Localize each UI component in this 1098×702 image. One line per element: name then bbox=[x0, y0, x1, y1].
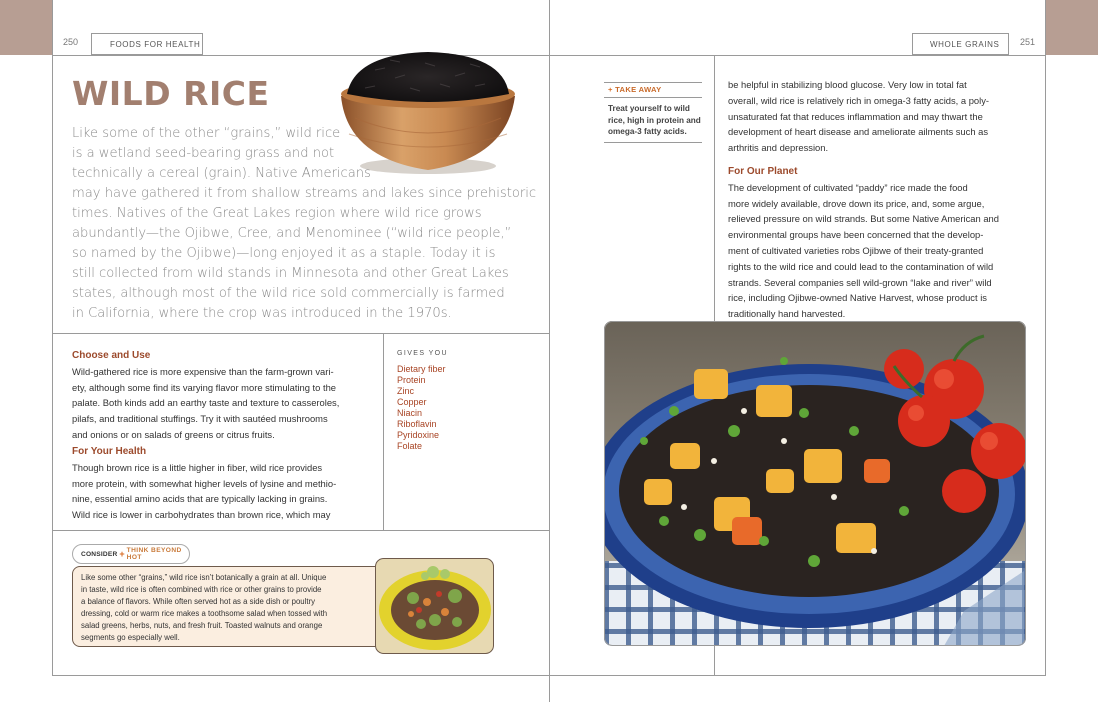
body-line: overall, wild rice is relatively rich in omega-3 fatty acids, a poly- bbox=[728, 94, 990, 106]
for-your-health-heading: For Your Health bbox=[72, 446, 147, 457]
plus-icon: + bbox=[608, 85, 613, 94]
body-line: The development of cultivated “paddy” rice made the food bbox=[728, 181, 968, 193]
consider-line: segments go especially well. bbox=[81, 633, 180, 642]
spine-rule bbox=[549, 0, 550, 702]
gives-you-sidebar bbox=[397, 348, 448, 452]
body-line: nine, essential amino acids that are typically lacking in grains. bbox=[72, 493, 328, 505]
nutrient-item: Zinc bbox=[397, 386, 415, 396]
body-line: Wild-gathered rice is more expensive than the farm-grown vari- bbox=[72, 365, 334, 377]
body-line: Though brown rice is a little higher in fiber, wild rice provides bbox=[72, 461, 323, 473]
body-line: development of heart disease and ameliorate ailments such as bbox=[728, 126, 989, 138]
takeaway-box bbox=[604, 82, 702, 143]
body-line: rights to the wild rice and could lead to the contamination of wild bbox=[728, 260, 994, 272]
nutrient-item: Folate bbox=[397, 441, 423, 451]
nutrient-item: Riboflavin bbox=[397, 419, 437, 429]
intro-divider bbox=[52, 333, 549, 334]
article-title: WILD RICE bbox=[72, 74, 270, 113]
body-line: unsaturated fat that reduces inflammation and may thwart the bbox=[728, 110, 983, 122]
body-line: and onions or on salads of greens or citrus fruits. bbox=[72, 428, 275, 440]
intro-line: still collected from wild stands in Minnesota and other Great Lakes bbox=[72, 266, 509, 281]
consider-tag bbox=[72, 544, 190, 564]
body-line: palate. Both kinds add an earthy taste and texture to casseroles, bbox=[72, 397, 340, 409]
left-footer-rule bbox=[52, 675, 549, 676]
running-head-right-text: WHOLE GRAINS bbox=[930, 39, 1000, 49]
right-page-margin-rule bbox=[1045, 0, 1046, 675]
right-column-text bbox=[728, 77, 1038, 322]
intro-line: so named by the Ojibwe)—long enjoyed it as a staple. Today it is bbox=[72, 246, 496, 261]
gives-you-label: GIVES YOU bbox=[397, 350, 448, 357]
intro-paragraph bbox=[72, 124, 537, 324]
takeaway-heading bbox=[604, 82, 702, 98]
nutrient-item: Pyridoxine bbox=[397, 430, 440, 440]
takeaway-line: omega-3 fatty acids. bbox=[608, 127, 687, 136]
page-number-right: 251 bbox=[1020, 37, 1036, 47]
takeaway-text bbox=[604, 98, 702, 143]
nutrient-item: Dietary fiber bbox=[397, 364, 446, 374]
right-footer-rule bbox=[549, 675, 1046, 676]
takeaway-heading-text: TAKE AWAY bbox=[615, 85, 662, 94]
running-head-right bbox=[912, 33, 1009, 55]
consider-line: in taste, wild rice is often combined with rice or other grains to provide bbox=[81, 585, 322, 594]
wild-rice-salad-photo bbox=[604, 321, 1026, 646]
intro-line: times. Natives of the Great Lakes region where wild rice grows bbox=[72, 206, 482, 221]
body-line: ety, although some find its varying flavor more stimulating to the bbox=[72, 381, 337, 393]
choose-and-use-heading: Choose and Use bbox=[72, 350, 151, 361]
consider-tag-title: THINK BEYOND HOT bbox=[126, 547, 182, 561]
nutrient-item: Copper bbox=[397, 397, 427, 407]
intro-line: abundantly—the Ojibwe, Cree, and Menominee (“wild rice people,” bbox=[72, 226, 512, 241]
body-line: traditionally hand harvested. bbox=[728, 308, 846, 320]
body-line: Wild rice is lower in carbohydrates than brown rice, which may bbox=[72, 509, 331, 521]
for-your-health-section bbox=[72, 444, 380, 523]
body-divider bbox=[52, 530, 549, 531]
body-line: be helpful in stabilizing blood glucose. Very low in total fat bbox=[728, 79, 967, 90]
body-line: rice, including Ojibwe-owned Native Harvest, whose product is bbox=[728, 292, 987, 304]
body-line: strands. Several companies sell wild-grown “lake and river” wild bbox=[728, 276, 992, 288]
intro-line: technically a cereal (grain). Native Americans bbox=[72, 166, 371, 181]
body-line: more widely available, drove down its price, and, some argue, bbox=[728, 197, 985, 209]
body-line: arthritis and depression. bbox=[728, 142, 829, 154]
nutrient-item: Niacin bbox=[397, 408, 423, 418]
left-corner-tab bbox=[0, 0, 52, 55]
consider-line: Like some other “grains,” wild rice isn’t botanically a grain at all. Unique bbox=[81, 573, 327, 582]
body-line: more protein, with somewhat higher levels of lysine and methio- bbox=[72, 477, 337, 489]
intro-line: in California, where the crop was introduced in the 1970s. bbox=[72, 306, 452, 321]
left-page-margin-rule bbox=[52, 0, 53, 675]
intro-line: may have gathered it from shallow streams and lakes since prehistoric bbox=[72, 186, 537, 201]
consider-tag-prefix: CONSIDER bbox=[81, 550, 118, 558]
running-head-left-text: FOODS FOR HEALTH bbox=[110, 39, 201, 49]
body-line: pilafs, and traditional stuffings. Try it with sautéed mushrooms bbox=[72, 413, 328, 425]
gives-you-divider bbox=[383, 333, 384, 530]
takeaway-line: Treat yourself to wild bbox=[608, 104, 690, 113]
intro-line: is a wetland seed-bearing grass and not bbox=[72, 146, 335, 161]
consider-box bbox=[72, 566, 390, 647]
plus-icon: + bbox=[119, 549, 125, 559]
running-head-left bbox=[91, 33, 203, 55]
right-header-rule bbox=[549, 55, 1046, 56]
intro-line: Like some of the other “grains,” wild rice bbox=[72, 126, 341, 141]
for-our-planet-heading: For Our Planet bbox=[728, 165, 798, 177]
consider-line: salad greens, herbs, nuts, and fresh fruit. Toasted walnuts and orange bbox=[81, 621, 323, 630]
body-line: ment of cultivated varieties robs Ojibwe of their treaty-granted bbox=[728, 244, 984, 256]
takeaway-line: rice, high in protein and bbox=[608, 115, 701, 125]
choose-and-use-section bbox=[72, 348, 380, 443]
right-corner-tab bbox=[1046, 0, 1098, 55]
nutrient-item: Protein bbox=[397, 375, 426, 385]
consider-line: a balance of flavors. While often served hot as a side dish or poultry bbox=[81, 597, 316, 606]
consider-line: dressing, cold or warm rice makes a toothsome salad when tossed with bbox=[81, 609, 328, 618]
body-line: environmental groups have been concerned that the develop- bbox=[728, 229, 984, 241]
salad-plate-photo bbox=[375, 558, 494, 654]
body-line: relieved pressure on wild strands. But some Native American and bbox=[728, 213, 999, 225]
page-number-left: 250 bbox=[63, 37, 79, 47]
intro-line: states, although most of the wild rice sold commercially is farmed bbox=[72, 286, 505, 301]
